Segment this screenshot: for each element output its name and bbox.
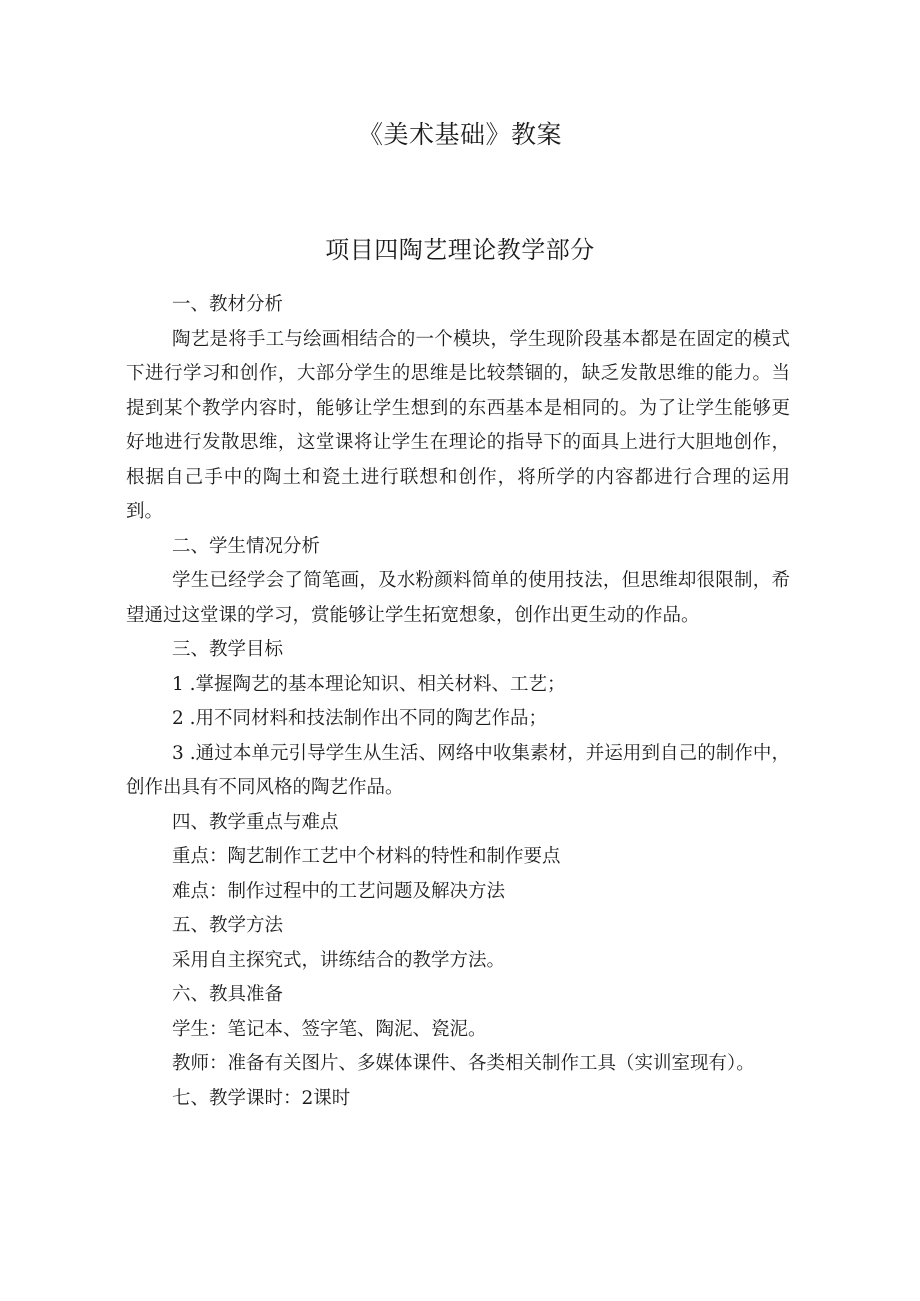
heading-teaching-method: 五、教学方法: [172, 915, 284, 936]
student-aids: 学生：笔记本、签字笔、陶泥、瓷泥。: [172, 1018, 487, 1040]
section-title: 项目四陶艺理论教学部分: [325, 236, 595, 264]
heading-teaching-goals: 三、教学目标: [172, 639, 284, 660]
heading-student-analysis: 二、学生情况分析: [172, 535, 321, 557]
difficult-point: 难点：制作过程中的工艺问题及解决方法: [172, 880, 506, 902]
paragraph-textbook-analysis: 陶艺是将手工与绘画相结合的一个模块，学生现阶段基本都是在固定的模式下进行学习和创作，大部分学生的思维是比较禁锢的，缺乏发散思维的能力。当提到某个教学内容时，能够让学生想到的东西基本是相同的。为了让学生能够更好地进行发散思维，这堂课将让学生在理论的指导下的面具上进行大胆地创作，根据自己手中的陶土和瓷土进行联想和创作，将所学的内容都进行合理的运用到。: [126, 328, 790, 522]
paragraph-teaching-method: 采用自主探究式，讲练结合的教学方法。: [172, 949, 506, 971]
document-title: 《美术基础》教案: [357, 120, 562, 149]
document-body: [126, 288, 790, 1116]
key-point: 重点：陶艺制作工艺中个材料的特性和制作要点: [172, 846, 561, 867]
paragraph-student-analysis: 学生已经学会了简笔画，及水粉颜料简单的使用技法，但思维却很限制，希望通过这堂课的学习，赏能够让学生拓宽想象，创作出更生动的作品。: [126, 570, 790, 626]
goal-item-3: 3 .通过本单元引导学生从生活、网络中收集素材，并运用到自己的制作中，创作出具有不同风格的陶艺作品。: [126, 742, 790, 798]
goal-item-1: 1 .掌握陶艺的基本理论知识、相关材料、工艺；: [172, 673, 566, 695]
heading-textbook-analysis: 一、教材分析: [172, 294, 284, 315]
teacher-aids: 教师：准备有关图片、多媒体课件、各类相关制作工具（实训室现有）。: [172, 1053, 755, 1074]
goal-item-2: 2 .用不同材料和技法制作出不同的陶艺作品；: [172, 708, 548, 729]
heading-key-points: 四、教学重点与难点: [172, 811, 339, 833]
heading-teaching-aids: 六、教具准备: [172, 984, 284, 1005]
heading-class-hours: 七、教学课时：2课时: [172, 1087, 351, 1109]
